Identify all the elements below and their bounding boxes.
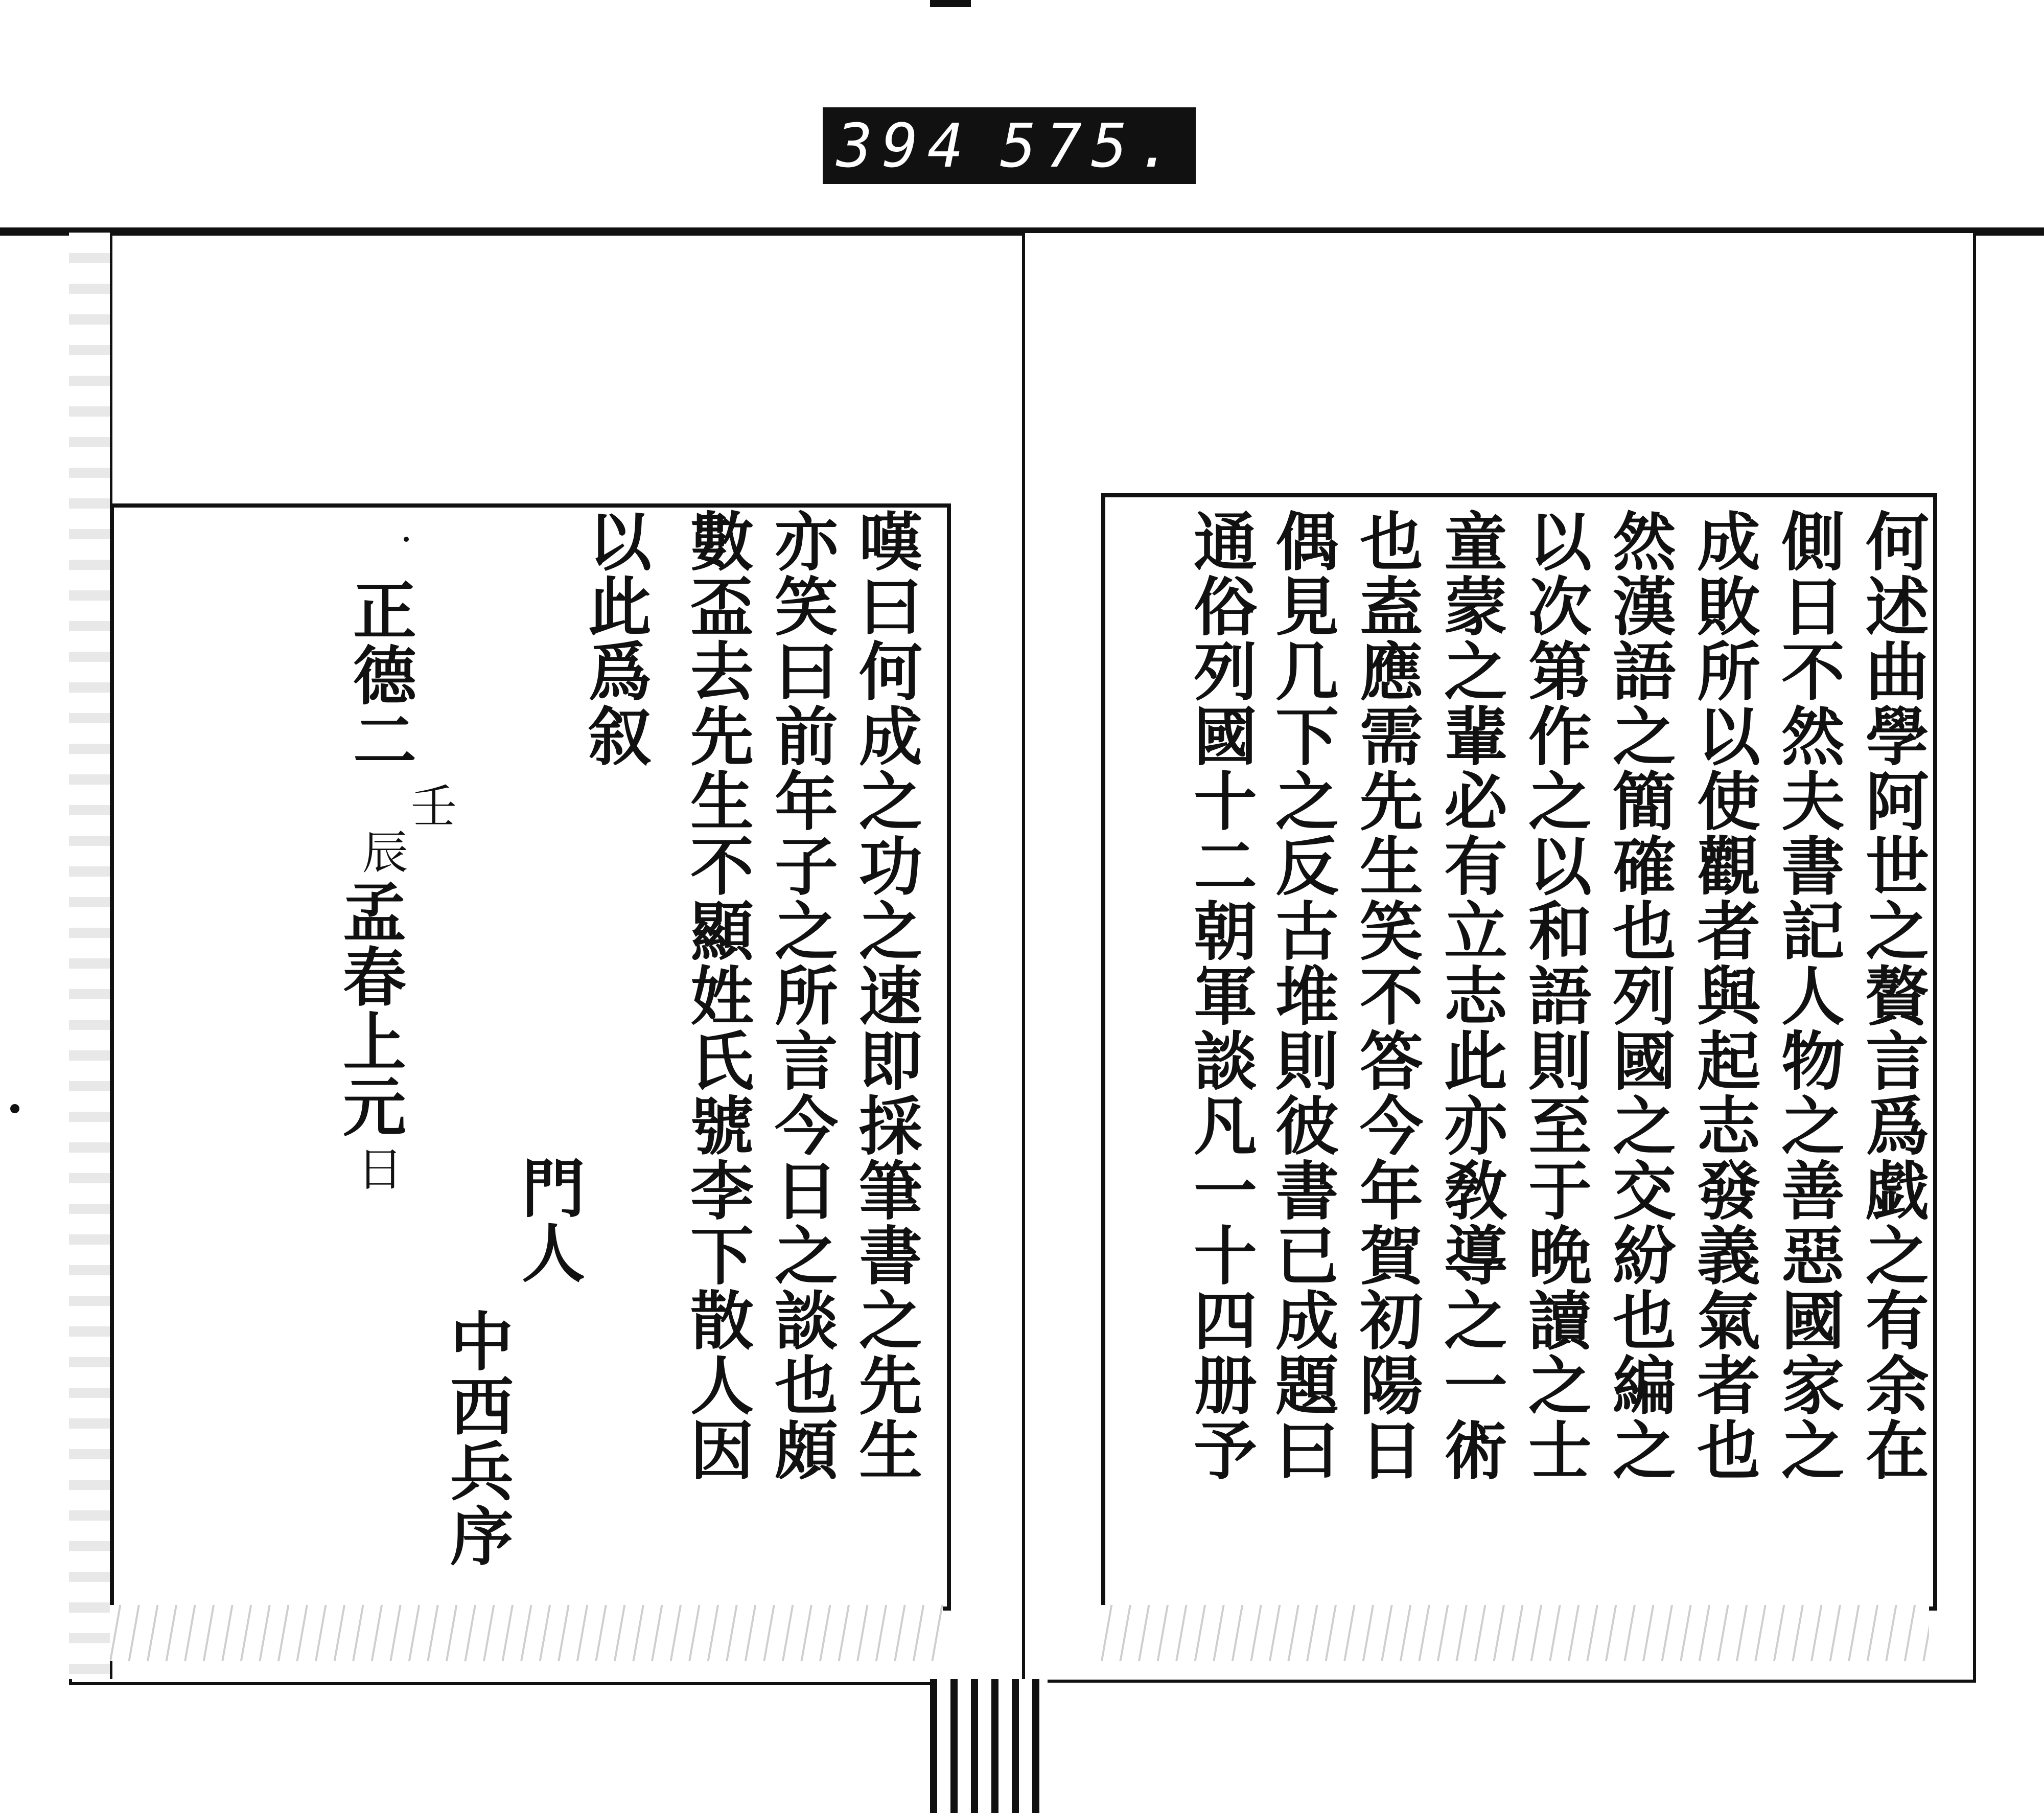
left-page-bottom-margin (110, 1605, 943, 1661)
date-rest: 孟春上元 (332, 879, 406, 1139)
right-page-column-2: 側日不然夫書記人物之善惡國家之 (1771, 509, 1845, 1482)
top-edge-mark (930, 0, 971, 7)
date-era: 正德二 (342, 578, 416, 772)
date-cyclic-bottom: 辰 (354, 828, 408, 874)
call-number-label (823, 107, 1196, 184)
ink-dot (404, 537, 409, 542)
date-day: 日 (349, 1145, 403, 1191)
left-page-column-3: 數盃去先生不顯姓氏號李下散人因 (680, 509, 754, 1482)
right-page-bottom-margin (1101, 1605, 1929, 1661)
signature-name: 中西兵序 (439, 1309, 514, 1568)
right-page-column-3: 成敗所以使觀者與起志發義氣者也 (1686, 509, 1760, 1482)
right-page-column-7: 也盍應需先生笑不答今年賀初陽日 (1349, 509, 1423, 1482)
left-page-column-1: 嘆曰何成之功之速即採筆書之先生 (848, 509, 922, 1482)
call-number-left: 394 (836, 110, 973, 181)
left-page-column-4: 以此爲叙 (577, 509, 652, 768)
right-page-column-1: 何述曲學阿世之贅言爲戯之有余在 (1855, 509, 1929, 1482)
call-number-right: 575. (1000, 110, 1182, 181)
right-page-column-5: 以次第作之以和語則至于晩讀之士 (1518, 509, 1592, 1482)
signature-disciple: 門人 (511, 1155, 585, 1285)
left-page-column-2: 亦笑曰前年子之所言今日之談也頗 (764, 509, 838, 1482)
right-page-column-9: 通俗列國十二朝軍談凡一十四册予 (1183, 509, 1257, 1482)
right-page-column-6: 童蒙之輩必有立志此亦敎導之一術 (1433, 509, 1507, 1482)
left-page-spine (69, 233, 112, 1679)
binding-shadow (930, 1679, 1048, 1813)
ink-dot (10, 1104, 19, 1113)
date-cyclic-top: 壬 (403, 782, 456, 828)
right-page-column-4: 然漢語之簡確也列國之交紛也編之 (1602, 509, 1676, 1482)
right-page-column-8: 偶見几下之反古堆則彼書已成題曰 (1265, 509, 1339, 1482)
